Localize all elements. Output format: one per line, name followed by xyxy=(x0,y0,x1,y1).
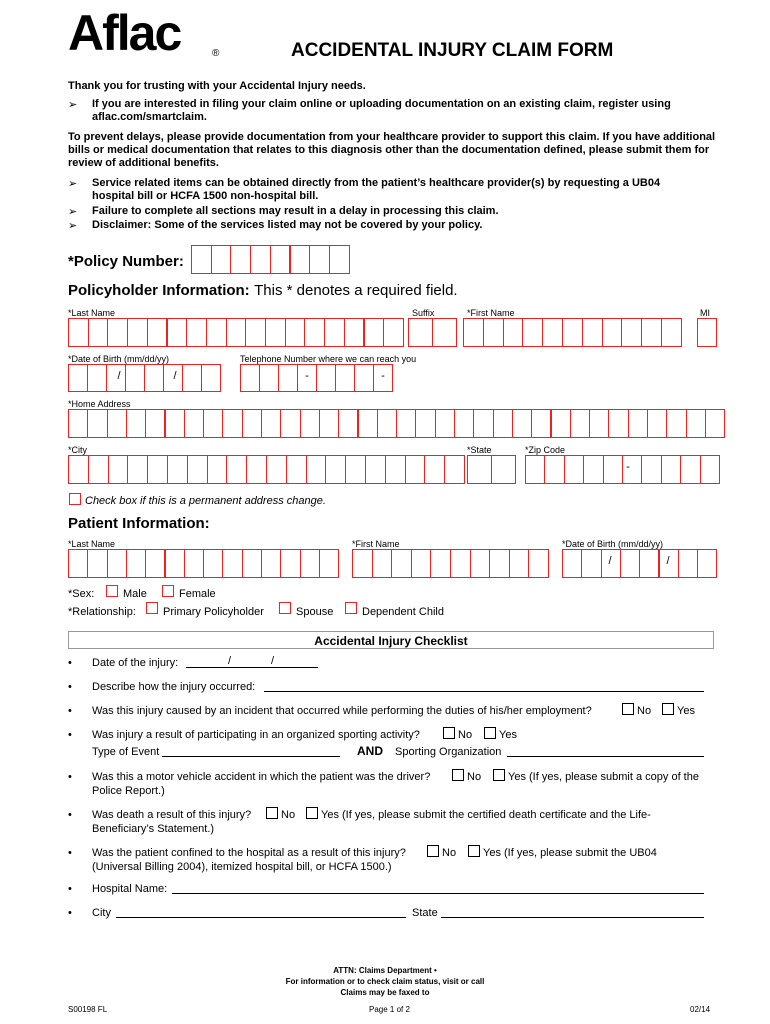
ph-last-name-box[interactable] xyxy=(344,318,365,347)
type-event-field[interactable] xyxy=(162,756,340,757)
relationship-label: *Relationship: xyxy=(68,606,136,618)
pt-dob-box[interactable] xyxy=(697,549,717,578)
relationship-primary-label: Primary Policyholder xyxy=(163,606,264,618)
ph-phone-box[interactable] xyxy=(240,364,260,392)
ph-city-box[interactable] xyxy=(127,455,148,484)
bullet-dot: • xyxy=(68,681,72,693)
and-label: AND xyxy=(357,744,383,758)
sporting-no-checkbox[interactable] xyxy=(443,727,455,739)
pt-dob-box[interactable] xyxy=(639,549,659,578)
describe-field[interactable] xyxy=(264,691,704,692)
registered-mark: ® xyxy=(212,48,220,59)
ph-last-name-box[interactable] xyxy=(68,318,89,347)
ph-last-name-box[interactable] xyxy=(167,318,188,347)
ph-address-box[interactable] xyxy=(203,409,223,438)
hospital-yes-label: Yes (If yes, please submit the UB04 xyxy=(483,847,657,859)
ph-city-box[interactable] xyxy=(108,455,129,484)
ph-address-box[interactable] xyxy=(358,409,378,438)
ph-mi-box[interactable] xyxy=(697,318,717,347)
slash-separator: / xyxy=(173,370,177,382)
ph-address-box[interactable] xyxy=(280,409,300,438)
ph-state-box[interactable] xyxy=(467,455,492,484)
arrow-bullet-icon: ➢ xyxy=(68,99,78,111)
ph-last-name-box[interactable] xyxy=(285,318,306,347)
ph-city-box[interactable] xyxy=(207,455,228,484)
checklist-heading: Accidental Injury Checklist xyxy=(68,631,714,649)
ph-first-name-box[interactable] xyxy=(503,318,524,347)
ph-city-box[interactable] xyxy=(167,455,188,484)
ph-city-label: *City xyxy=(68,445,88,455)
ph-last-name-box[interactable] xyxy=(186,318,207,347)
form-date: 02/14 xyxy=(690,1005,711,1014)
ph-address-box[interactable] xyxy=(68,409,88,438)
ph-suffix-box[interactable] xyxy=(408,318,433,347)
policyholder-heading: Policyholder Information: xyxy=(68,282,250,299)
ph-zip-box[interactable] xyxy=(641,455,661,484)
intro-bullet-online: If you are interested in filing your claim online or uploading documentation on an existing claim, register using aflac.com/smartclaim. xyxy=(92,98,671,123)
ph-zip-label: *Zip Code xyxy=(525,445,566,455)
pt-last-name-box[interactable] xyxy=(126,549,146,578)
ph-address-box[interactable] xyxy=(473,409,493,438)
sporting-question: Was injury a result of participating in an organized sporting activity? xyxy=(92,729,420,741)
ph-suffix-box[interactable] xyxy=(432,318,457,347)
sporting-yes-label: Yes xyxy=(499,729,517,741)
state-label: State xyxy=(412,907,438,919)
ph-address-box[interactable] xyxy=(647,409,667,438)
state-field[interactable] xyxy=(441,917,704,918)
ph-city-box[interactable] xyxy=(266,455,287,484)
death-yes-label-2: Beneficiary’s Statement.) xyxy=(92,823,215,835)
ph-address-box[interactable] xyxy=(377,409,397,438)
ph-first-name-box[interactable] xyxy=(542,318,563,347)
bullet-dot: • xyxy=(68,847,72,859)
arrow-bullet-icon: ➢ xyxy=(68,206,78,218)
ph-zip-box[interactable] xyxy=(583,455,603,484)
bullet-dot: • xyxy=(68,907,72,919)
describe-label: Describe how the injury occurred: xyxy=(92,681,256,693)
ph-address-box[interactable] xyxy=(145,409,165,438)
ph-address-box[interactable] xyxy=(415,409,435,438)
ph-address-box[interactable] xyxy=(551,409,571,438)
bullet-dot: • xyxy=(68,729,72,741)
ph-address-box[interactable] xyxy=(435,409,455,438)
ph-dob-label: *Date of Birth (mm/dd/yy) xyxy=(68,354,170,364)
ph-first-name-box[interactable] xyxy=(621,318,642,347)
pt-first-name-box[interactable] xyxy=(391,549,412,578)
ph-phone-box[interactable] xyxy=(259,364,279,392)
pt-dob-box[interactable] xyxy=(678,549,698,578)
pt-first-name-box[interactable] xyxy=(352,549,373,578)
policyholder-heading-row xyxy=(68,282,458,300)
intro-prevent-delays: To prevent delays, please provide documentation from your healthcare provider to support this claim. If you have additional bills or medical documentation that relates to this diagnosis other than the documentation defined, please submit them for review of additional benefits. xyxy=(68,131,716,169)
ph-first-name-box[interactable] xyxy=(562,318,583,347)
bullet-dot: • xyxy=(68,657,72,669)
permanent-address-label: Check box if this is a permanent address change. xyxy=(85,495,326,507)
ph-first-name-box[interactable] xyxy=(522,318,543,347)
date-slash: / xyxy=(271,655,275,667)
ph-address-box[interactable] xyxy=(608,409,628,438)
relationship-dependent-checkbox[interactable] xyxy=(345,602,357,614)
relationship-spouse-checkbox[interactable] xyxy=(279,602,291,614)
ph-last-name-box[interactable] xyxy=(147,318,168,347)
motor-yes-checkbox[interactable] xyxy=(493,769,505,781)
bullet-dot: • xyxy=(68,705,72,717)
pt-last-name-box[interactable] xyxy=(222,549,242,578)
pt-last-name-box[interactable] xyxy=(107,549,127,578)
ph-city-box[interactable] xyxy=(246,455,267,484)
bullet-dot: • xyxy=(68,883,72,895)
policy-number-box[interactable] xyxy=(290,245,311,274)
sporting-org-label: Sporting Organization xyxy=(395,746,502,758)
pt-first-name-box[interactable] xyxy=(411,549,432,578)
relationship-spouse-label: Spouse xyxy=(296,606,334,618)
pt-last-name-box[interactable] xyxy=(300,549,320,578)
ph-zip-box[interactable] xyxy=(661,455,681,484)
arrow-bullet-icon: ➢ xyxy=(68,178,78,190)
pt-last-name-box[interactable] xyxy=(280,549,300,578)
ph-city-box[interactable] xyxy=(405,455,426,484)
city-field[interactable] xyxy=(116,917,406,918)
policy-number-box[interactable] xyxy=(250,245,271,274)
ph-city-box[interactable] xyxy=(385,455,406,484)
ph-first-name-label: *First Name xyxy=(467,308,515,318)
sporting-yes-checkbox[interactable] xyxy=(484,727,496,739)
pt-dob-box[interactable] xyxy=(620,549,640,578)
ph-last-name-box[interactable] xyxy=(107,318,128,347)
ph-first-name-box[interactable] xyxy=(463,318,484,347)
ph-address-box[interactable] xyxy=(126,409,146,438)
ph-address-box[interactable] xyxy=(454,409,474,438)
ph-address-box[interactable] xyxy=(589,409,609,438)
ph-city-box[interactable] xyxy=(226,455,247,484)
pt-first-name-box[interactable] xyxy=(528,549,549,578)
ph-zip-box[interactable] xyxy=(564,455,584,484)
hospital-name-field[interactable] xyxy=(172,893,704,894)
ph-address-box[interactable] xyxy=(87,409,107,438)
ph-last-name-box[interactable] xyxy=(206,318,227,347)
type-event-label: Type of Event xyxy=(92,746,160,758)
ph-last-name-box[interactable] xyxy=(88,318,109,347)
policy-number-label: *Policy Number: xyxy=(68,253,184,270)
ph-phone-box[interactable] xyxy=(316,364,336,392)
policy-number-box[interactable] xyxy=(211,245,232,274)
pt-last-name-box[interactable] xyxy=(165,549,185,578)
pt-first-name-box[interactable] xyxy=(489,549,510,578)
pt-first-name-box[interactable] xyxy=(509,549,530,578)
ph-address-box[interactable] xyxy=(165,409,185,438)
ph-address-box[interactable] xyxy=(705,409,725,438)
ph-address-box[interactable] xyxy=(300,409,320,438)
ph-first-name-box[interactable] xyxy=(661,318,682,347)
ph-last-name-box[interactable] xyxy=(265,318,286,347)
dash-separator: - xyxy=(305,370,309,382)
ph-city-box[interactable] xyxy=(424,455,445,484)
ph-city-box[interactable] xyxy=(325,455,346,484)
ph-mi-label: MI xyxy=(700,308,710,318)
hospital-yes-checkbox[interactable] xyxy=(468,845,480,857)
pt-dob-box[interactable] xyxy=(581,549,601,578)
ph-address-box[interactable] xyxy=(666,409,686,438)
ph-last-name-box[interactable] xyxy=(364,318,385,347)
sex-male-label: Male xyxy=(123,588,147,600)
ph-city-box[interactable] xyxy=(345,455,366,484)
pt-dob-box[interactable] xyxy=(562,549,582,578)
pt-first-name-label: *First Name xyxy=(352,539,400,549)
death-yes-label: Yes (If yes, please submit the certified death certificate and the Life- xyxy=(321,809,651,821)
ph-state-box[interactable] xyxy=(491,455,516,484)
ph-dob-box[interactable] xyxy=(201,364,221,392)
hospital-name-label: Hospital Name: xyxy=(92,883,168,895)
ph-dob-box[interactable] xyxy=(68,364,88,392)
sporting-no-label: No xyxy=(458,729,473,741)
arrow-bullet-icon: ➢ xyxy=(68,220,78,232)
ph-address-box[interactable] xyxy=(686,409,706,438)
hospital-no-label: No xyxy=(442,847,457,859)
ph-first-name-box[interactable] xyxy=(483,318,504,347)
employment-yes-checkbox[interactable] xyxy=(662,703,674,715)
death-no-label: No xyxy=(281,809,296,821)
sex-female-checkbox[interactable] xyxy=(162,585,174,597)
ph-phone-box[interactable] xyxy=(354,364,374,392)
death-yes-checkbox[interactable] xyxy=(306,807,318,819)
required-field-note: This * denotes a required field. xyxy=(254,282,458,299)
hospital-question: Was the patient confined to the hospital as a result of this injury? xyxy=(92,847,406,859)
ph-zip-box[interactable] xyxy=(700,455,720,484)
policy-number-box[interactable] xyxy=(270,245,291,274)
motor-yes-label-2: Police Report.) xyxy=(92,785,165,797)
ph-address-box[interactable] xyxy=(512,409,532,438)
ph-zip-box[interactable] xyxy=(603,455,623,484)
ph-phone-box[interactable] xyxy=(278,364,298,392)
ph-first-name-box[interactable] xyxy=(602,318,623,347)
ph-state-label: *State xyxy=(467,445,492,455)
footer-attn: ATTN: Claims Department • xyxy=(333,966,437,975)
ph-city-box[interactable] xyxy=(147,455,168,484)
motor-no-label: No xyxy=(467,771,482,783)
ph-address-box[interactable] xyxy=(319,409,339,438)
ph-suffix-label: Suffix xyxy=(412,308,435,318)
relationship-primary-checkbox[interactable] xyxy=(146,602,158,614)
footer-faxed: Claims may be faxed to xyxy=(340,988,430,997)
sporting-org-field[interactable] xyxy=(507,756,704,757)
hospital-yes-label-2: (Universal Billing 2004), itemized hospital bill, or HCFA 1500.) xyxy=(92,861,392,873)
ph-address-box[interactable] xyxy=(184,409,204,438)
ph-dob-box[interactable] xyxy=(144,364,164,392)
footer-info: For information or to check claim status, visit or call xyxy=(285,977,485,986)
ph-last-name-box[interactable] xyxy=(324,318,345,347)
ph-city-box[interactable] xyxy=(286,455,307,484)
aflac-logo: Aflac xyxy=(68,5,181,61)
ph-dob-box[interactable] xyxy=(182,364,202,392)
ph-address-box[interactable] xyxy=(107,409,127,438)
city-label: City xyxy=(92,907,111,919)
date-slash: / xyxy=(228,655,232,667)
ph-last-name-box[interactable] xyxy=(245,318,266,347)
intro-thanks: Thank you for trusting with your Accidental Injury needs. xyxy=(68,80,366,92)
employment-yes-label: Yes xyxy=(677,705,695,717)
ph-address-box[interactable] xyxy=(338,409,358,438)
motor-question: Was this a motor vehicle accident in which the patient was the driver? xyxy=(92,771,431,783)
intro-bullet-service: Service related items can be obtained directly from the patient’s healthcare provider(s) by requesting a UB04 hospital bill or HCFA 1500 non-hospital bill. xyxy=(92,177,661,202)
ph-address-box[interactable] xyxy=(628,409,648,438)
employment-question: Was this injury caused by an incident that occurred while performing the duties of his/her employment? xyxy=(92,705,592,717)
employment-no-label: No xyxy=(637,705,652,717)
relationship-dependent-label: Dependent Child xyxy=(362,606,444,618)
date-injury-label: Date of the injury: xyxy=(92,657,179,669)
pt-last-name-box[interactable] xyxy=(68,549,88,578)
ph-zip-box[interactable] xyxy=(680,455,700,484)
pt-first-name-box[interactable] xyxy=(450,549,471,578)
pt-first-name-box[interactable] xyxy=(470,549,491,578)
ph-last-name-box[interactable] xyxy=(226,318,247,347)
bullet-dot: • xyxy=(68,809,72,821)
bullet-dot: • xyxy=(68,771,72,783)
slash-separator: / xyxy=(117,370,121,382)
sex-label: *Sex: xyxy=(68,588,95,600)
ph-last-name-box[interactable] xyxy=(383,318,404,347)
ph-first-name-box[interactable] xyxy=(582,318,603,347)
policy-number-box[interactable] xyxy=(230,245,251,274)
ph-address-box[interactable] xyxy=(261,409,281,438)
ph-first-name-box[interactable] xyxy=(641,318,662,347)
ph-address-box[interactable] xyxy=(242,409,262,438)
pt-last-name-box[interactable] xyxy=(319,549,339,578)
patient-heading: Patient Information: xyxy=(68,515,210,532)
dash-separator: - xyxy=(626,461,630,473)
date-injury-field[interactable] xyxy=(186,667,318,668)
sex-female-label: Female xyxy=(179,588,216,600)
pt-first-name-box[interactable] xyxy=(372,549,393,578)
ph-last-name-box[interactable] xyxy=(304,318,325,347)
policy-number-box[interactable] xyxy=(309,245,330,274)
slash-separator: / xyxy=(666,555,670,567)
ph-phone-box[interactable] xyxy=(335,364,355,392)
pt-last-name-box[interactable] xyxy=(87,549,107,578)
death-question: Was death a result of this injury? xyxy=(92,809,252,821)
sex-male-checkbox[interactable] xyxy=(106,585,118,597)
death-no-checkbox[interactable] xyxy=(266,807,278,819)
page-number: Page 1 of 2 xyxy=(369,1005,410,1014)
employment-no-checkbox[interactable] xyxy=(622,703,634,715)
slash-separator: / xyxy=(608,555,612,567)
dash-separator: - xyxy=(381,370,385,382)
ph-city-box[interactable] xyxy=(88,455,109,484)
ph-address-label: *Home Address xyxy=(68,399,131,409)
pt-last-name-box[interactable] xyxy=(203,549,223,578)
pt-last-name-box[interactable] xyxy=(184,549,204,578)
ph-address-box[interactable] xyxy=(531,409,551,438)
ph-city-box[interactable] xyxy=(365,455,386,484)
policy-number-box[interactable] xyxy=(191,245,212,274)
pt-last-name-box[interactable] xyxy=(242,549,262,578)
intro-bullet-failure: Failure to complete all sections may result in a delay in processing this claim. xyxy=(92,205,499,217)
permanent-address-checkbox[interactable] xyxy=(69,493,81,505)
ph-city-box[interactable] xyxy=(187,455,208,484)
pt-first-name-box[interactable] xyxy=(430,549,451,578)
pt-dob-label: *Date of Birth (mm/dd/yy) xyxy=(562,539,664,549)
intro-bullet-disclaimer: Disclaimer: Some of the services listed may not be covered by your policy. xyxy=(92,219,483,231)
ph-zip-box[interactable] xyxy=(544,455,564,484)
hospital-no-checkbox[interactable] xyxy=(427,845,439,857)
form-number: S00198 FL xyxy=(68,1005,108,1014)
ph-address-box[interactable] xyxy=(396,409,416,438)
ph-city-box[interactable] xyxy=(306,455,327,484)
pt-last-name-label: *Last Name xyxy=(68,539,116,549)
ph-address-box[interactable] xyxy=(493,409,513,438)
policy-number-box[interactable] xyxy=(329,245,350,274)
ph-last-name-box[interactable] xyxy=(127,318,148,347)
pt-last-name-box[interactable] xyxy=(145,549,165,578)
ph-address-box[interactable] xyxy=(222,409,242,438)
ph-city-box[interactable] xyxy=(68,455,89,484)
motor-no-checkbox[interactable] xyxy=(452,769,464,781)
form-title: ACCIDENTAL INJURY CLAIM FORM xyxy=(291,40,614,61)
pt-last-name-box[interactable] xyxy=(261,549,281,578)
ph-last-name-label: *Last Name xyxy=(68,308,116,318)
ph-city-box[interactable] xyxy=(444,455,465,484)
ph-dob-box[interactable] xyxy=(125,364,145,392)
motor-yes-label: Yes (If yes, please submit a copy of the xyxy=(508,771,699,783)
ph-dob-box[interactable] xyxy=(87,364,107,392)
ph-zip-box[interactable] xyxy=(525,455,545,484)
ph-phone-label: Telephone Number where we can reach you xyxy=(240,354,417,364)
ph-address-box[interactable] xyxy=(570,409,590,438)
